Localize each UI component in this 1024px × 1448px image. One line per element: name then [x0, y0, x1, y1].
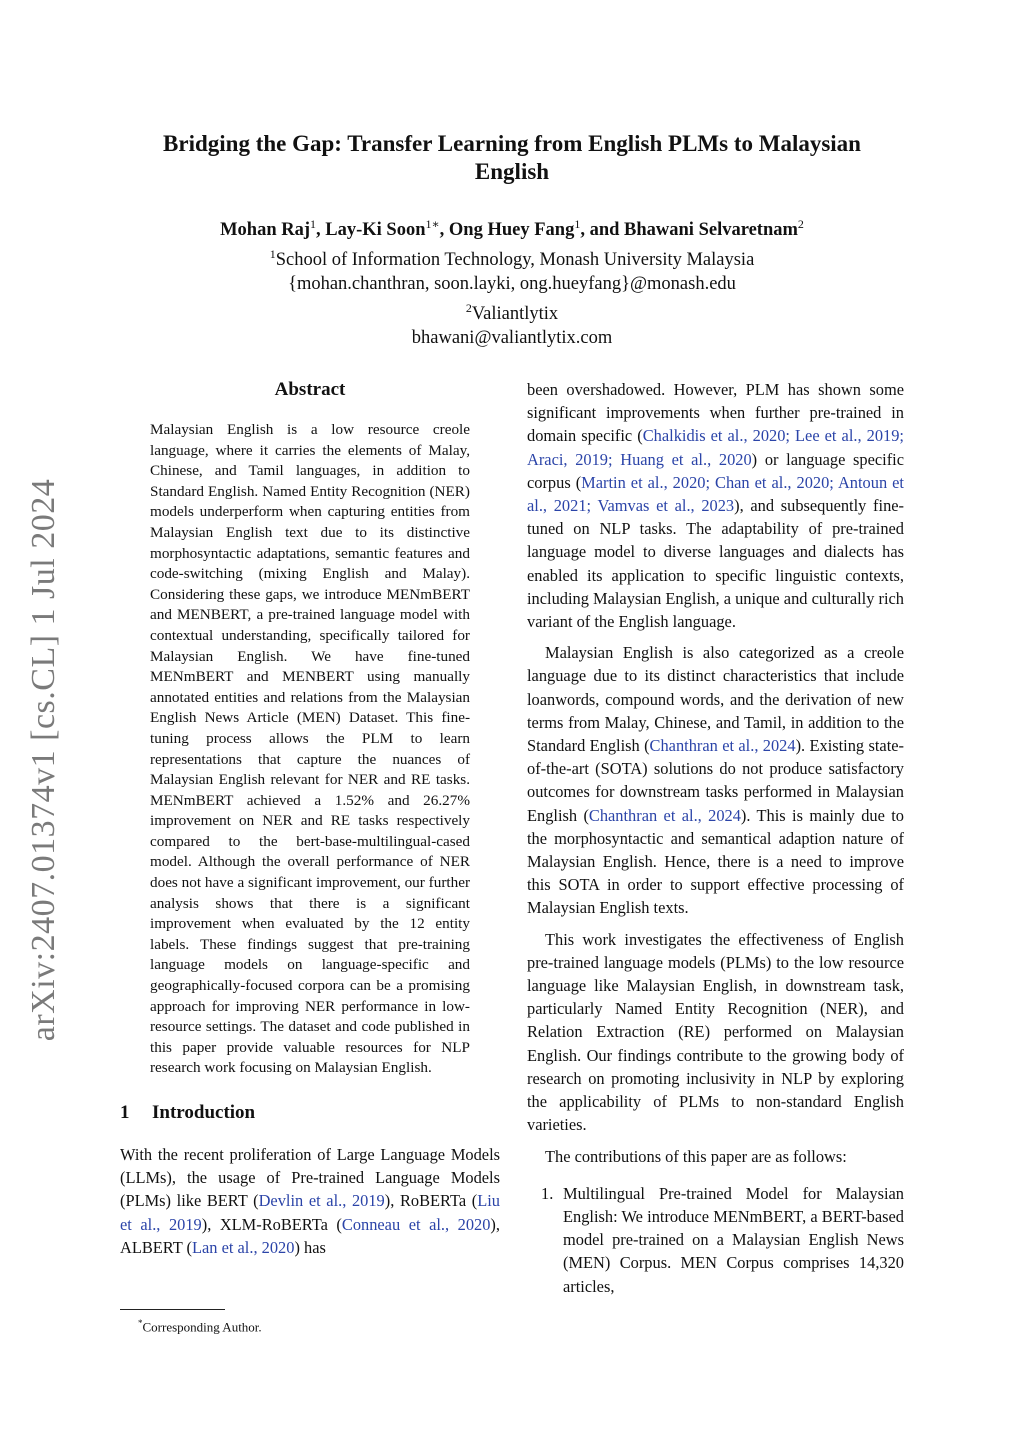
footnote-divider [120, 1309, 225, 1310]
intro-paragraph [120, 1143, 500, 1259]
citation-link[interactable]: Martin et al., 2020; Chan et al., 2020; Antoun et al., 2021; Vamvas et al., 2023 [527, 472, 904, 516]
section-heading-introduction [120, 1101, 500, 1125]
arxiv-side-identifier [14, 470, 74, 1050]
right-column [527, 378, 904, 1298]
citation-link[interactable]: Conneau et al., 2020 [341, 1214, 491, 1234]
text-run: ) has [294, 1237, 326, 1257]
footnote-mark: * [138, 1318, 143, 1328]
text-run: ), ALBERT ( [120, 1214, 500, 1257]
affiliation-2 [120, 296, 904, 326]
citation-link[interactable]: Devlin et al., 2019 [258, 1191, 385, 1211]
text-run: Malaysian English is also categorized as a creole language due to its distinct characteristics that include loanwords, compound words, and the derivation of new terms from Malay, Chinese, and Tamil, in addition to the Standard English ( [527, 643, 904, 756]
author-affil-mark: 1 [310, 217, 317, 231]
left-column [120, 378, 500, 1259]
author-list [120, 212, 904, 242]
author-name: , Ong Huey Fang [439, 220, 575, 241]
affiliation-text: Valiantlytix [471, 304, 559, 325]
affil-mark: 1 [269, 247, 276, 262]
title-line-1: Bridging the Gap: Transfer Learning from English PLMs to Malaysian [163, 131, 861, 156]
list-marker: 1. [541, 1183, 554, 1203]
author-name: Mohan Raj [220, 220, 311, 241]
email-line-2: bhawani@valiantlytix.com [411, 328, 613, 349]
author-affil-mark: 2 [797, 217, 804, 231]
abstract-text: Malaysian English is a low resource creole language, where it carries the elements of Malay, Chinese, and Tamil languages, in addition to Standard English. Named Entity Recognition (NER) models underperform when capturing entities from Malaysian English text due to its distinctive morphosyntactic adaptations, semantic features and code-switching (mixing English and Malay). Considering these gaps, we introduce MENmBERT and MENBERT, a pre-trained language model with contextual understanding, specifically tailored for Malaysian English. We have fine-tuned MENmBERT and MENBERT using manually annotated entities and relations from the Malaysian English News Article (MEN) Dataset. This fine-tuning process allows the PLM to learn representations that capture the nuances of Malaysian English relevant for NER and RE tasks. MENmBERT achieved a 1.52% and 26.27% improvement on NER and RE tasks respectively compared to the bert-base-multilingual-cased model. Although the overall performance of NER does not have a significant improvement, our further analysis shows that there is a significant improvement when evaluated by the 12 entity labels. These findings suggest that pre-training language models on language-specific and geographically-focused corpora can be a promising approach for improving NER performance in low-resource settings. The dataset and code published in this paper provide valuable resources for NLP research work focusing on Malaysian English. [150, 421, 470, 1077]
text-run: ). This is mainly due to the morphosyntactic and semantical adaption nature of Malaysian English. Hence, there is a need to improve this SOTA in order to support effective processing of Malaysian English texts. [527, 805, 904, 918]
email-line-1: {mohan.chanthran, soon.layki, ong.hueyfang}@monash.edu [288, 274, 736, 295]
affiliation-text: School of Information Technology, Monash University Malaysia [275, 250, 755, 271]
text-run: ), and subsequently fine-tuned on NLP tasks. The adaptability of pre-trained language model to diverse languages and dialects has enabled its application to specific linguistic contexts, including Malaysian English, a unique and culturally rich variant of the English language. [527, 496, 904, 632]
affiliation-1 [120, 242, 904, 272]
list-item-text: Multilingual Pre-trained Model for Malaysian English: We introduce MENmBERT, a BERT-based model pre-trained on a Malaysian English News (MEN) Corpus. MEN Corpus comprises 14,320 articles, [563, 1183, 904, 1296]
author-name: , and Bhawani Selvaretnam [580, 220, 798, 241]
text-run: With the recent proliferation of Large Language Models (LLMs), the usage of Pre-trained Language Models (PLMs) like BERT ( [120, 1145, 500, 1211]
body-paragraph [527, 378, 904, 633]
affil-mark: 2 [465, 301, 472, 316]
list-item [527, 1182, 904, 1298]
text-run: ). Existing state-of-the-art (SOTA) solutions do not produce satisfactory outcomes for downstream tasks performed in Malaysian English ( [527, 736, 904, 825]
text-run: ), XLM-RoBERTa ( [201, 1214, 342, 1234]
body-paragraph [527, 641, 904, 919]
body-paragraph: The contributions of this paper are as follows: [545, 1146, 847, 1166]
author-block [120, 212, 904, 350]
citation-link[interactable]: Chanthran et al., 2024 [588, 805, 741, 825]
citation-link[interactable]: Chalkidis et al., 2020; Lee et al., 2019; Araci, 2019; Huang et al., 2020 [527, 426, 904, 469]
author-name: , Lay-Ki Soon [316, 220, 426, 241]
author-affil-mark: 1 [574, 217, 581, 231]
arxiv-identifier-text: arXiv:2407.01374v1 [cs.CL] 1 Jul 2024 [25, 478, 63, 1042]
citation-link[interactable]: Lan et al., 2020 [192, 1237, 295, 1257]
body-paragraph: This work investigates the effectiveness of English pre-trained language models (PLMs) to the low resource language like Malaysian English, in downstream task, particularly Named Entity Recognition (NER), and Relation Extraction (RE) performed on Malaysian English. Our findings contribute to the growing body of research on promoting inclusivity in NLP by exploring the applicability of PLMs to non-standard English varieties. [527, 929, 904, 1135]
footnote-text: Corresponding Author. [142, 1319, 262, 1335]
contributions-list [527, 1182, 904, 1298]
text-run: been overshadowed. However, PLM has shown some significant improvements when further pre-trained in domain specific ( [527, 380, 904, 446]
text-run: ) or language specific corpus ( [527, 449, 905, 492]
text-run: ), RoBERTa ( [384, 1191, 478, 1211]
citation-link[interactable]: Chanthran et al., 2024 [649, 736, 796, 756]
abstract-heading: Abstract [274, 379, 346, 400]
paper-title [120, 130, 904, 186]
section-number: 1 [120, 1102, 130, 1123]
citation-link[interactable]: Liu et al., 2019 [120, 1191, 500, 1234]
author-affil-mark: 1∗ [425, 217, 440, 231]
section-title: Introduction [152, 1102, 256, 1123]
footnote [138, 1314, 262, 1336]
title-line-2: English [474, 159, 550, 184]
